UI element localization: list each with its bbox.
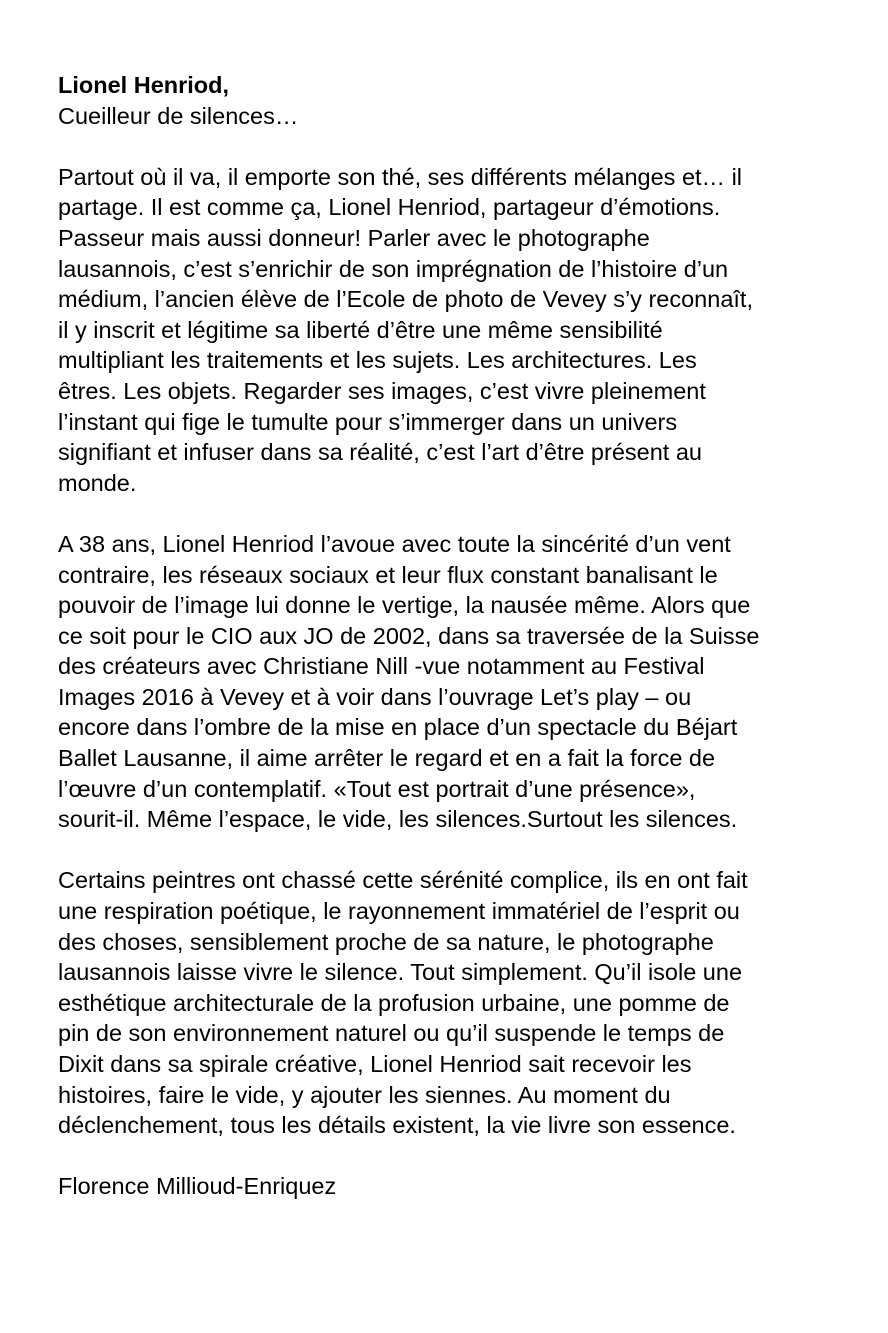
paragraph-1 [58, 162, 838, 499]
paragraph-line: pin de son environnement naturel ou qu’il suspende le temps de [58, 1020, 725, 1047]
paragraph-line: lausannois laisse vivre le silence. Tout simplement. Qu’il isole une [58, 959, 743, 986]
paragraph-line: Certains peintres ont chassé cette sérénité complice, ils en ont fait [58, 867, 748, 894]
article-subtitle: Cueilleur de silences… [58, 102, 299, 129]
paragraph-3 [58, 865, 838, 1140]
paragraph-line: multipliant les traitements et les sujets. Les architectures. Les [58, 347, 697, 374]
article-header [58, 70, 838, 131]
paragraph-line: Partout où il va, il emporte son thé, ses différents mélanges et… il [58, 163, 743, 190]
paragraph-line: Ballet Lausanne, il aime arrêter le regard et en a fait la force de [58, 745, 716, 772]
paragraph-line: partage. Il est comme ça, Lionel Henriod, partageur d’émotions. [58, 194, 721, 221]
paragraph-line: sourit-il. Même l’espace, le vide, les silences.Surtout les silences. [58, 806, 738, 833]
paragraph-line: des choses, sensiblement proche de sa nature, le photographe [58, 928, 714, 955]
paragraph-line: médium, l’ancien élève de l’Ecole de photo de Vevey s’y reconnaît, [58, 286, 753, 313]
paragraph-spacer [58, 1141, 838, 1172]
article-author: Florence Millioud-Enriquez [58, 1173, 337, 1200]
paragraph-line: encore dans l’ombre de la mise en place d’un spectacle du Béjart [58, 714, 738, 741]
paragraph-line: A 38 ans, Lionel Henriod l’avoue avec toute la sincérité d’un vent [58, 530, 731, 557]
paragraph-line: Dixit dans sa spirale créative, Lionel Henriod sait recevoir les [58, 1051, 692, 1077]
paragraph-2 [58, 529, 838, 835]
paragraph-line: contraire, les réseaux sociaux et leur flux constant banalisant le [58, 561, 718, 588]
paragraph-line: l’œuvre d’un contemplatif. «Tout est portrait d’une présence», [58, 775, 696, 802]
paragraph-line: des créateurs avec Christiane Nill -vue notamment au Festival [58, 653, 705, 680]
paragraph-line: ce soit pour le CIO aux JO de 2002, dans sa traversée de la Suisse [58, 622, 760, 649]
paragraph-line: pouvoir de l’image lui donne le vertige, la nausée même. Alors que [58, 592, 751, 619]
paragraph-line: signifiant et infuser dans sa réalité, c’est l’art d’être présent au [58, 439, 702, 466]
paragraph-line: monde. [58, 469, 137, 496]
paragraph-line: il y inscrit et légitime sa liberté d’être une même sensibilité [58, 316, 663, 343]
paragraph-line: êtres. Les objets. Regarder ses images, c’est vivre pleinement [58, 377, 706, 404]
article [58, 70, 838, 1202]
paragraph-line: une respiration poétique, le rayonnement immatériel de l’esprit ou [58, 898, 740, 925]
paragraph-spacer [58, 835, 838, 866]
paragraph-line: Images 2016 à Vevey et à voir dans l’ouvrage Let’s play – ou [58, 683, 692, 710]
paragraph-line: esthétique architecturale de la profusion urbaine, une pomme de [58, 989, 730, 1016]
article-title: Lionel Henriod, [58, 72, 230, 98]
paragraph-line: déclenchement, tous les détails existent, la vie livre son essence. [58, 1112, 736, 1139]
paragraph-line: Passeur mais aussi donneur! Parler avec le photographe [58, 224, 650, 251]
paragraph-spacer [58, 131, 838, 162]
paragraph-line: histoires, faire le vide, y ajouter les siennes. Au moment du [58, 1081, 671, 1108]
paragraph-line: l’instant qui fige le tumulte pour s’immerger dans un univers [58, 408, 678, 435]
paragraph-line: lausannois, c’est s’enrichir de son imprégnation de l’histoire d’un [58, 255, 729, 282]
paragraph-spacer [58, 498, 838, 529]
